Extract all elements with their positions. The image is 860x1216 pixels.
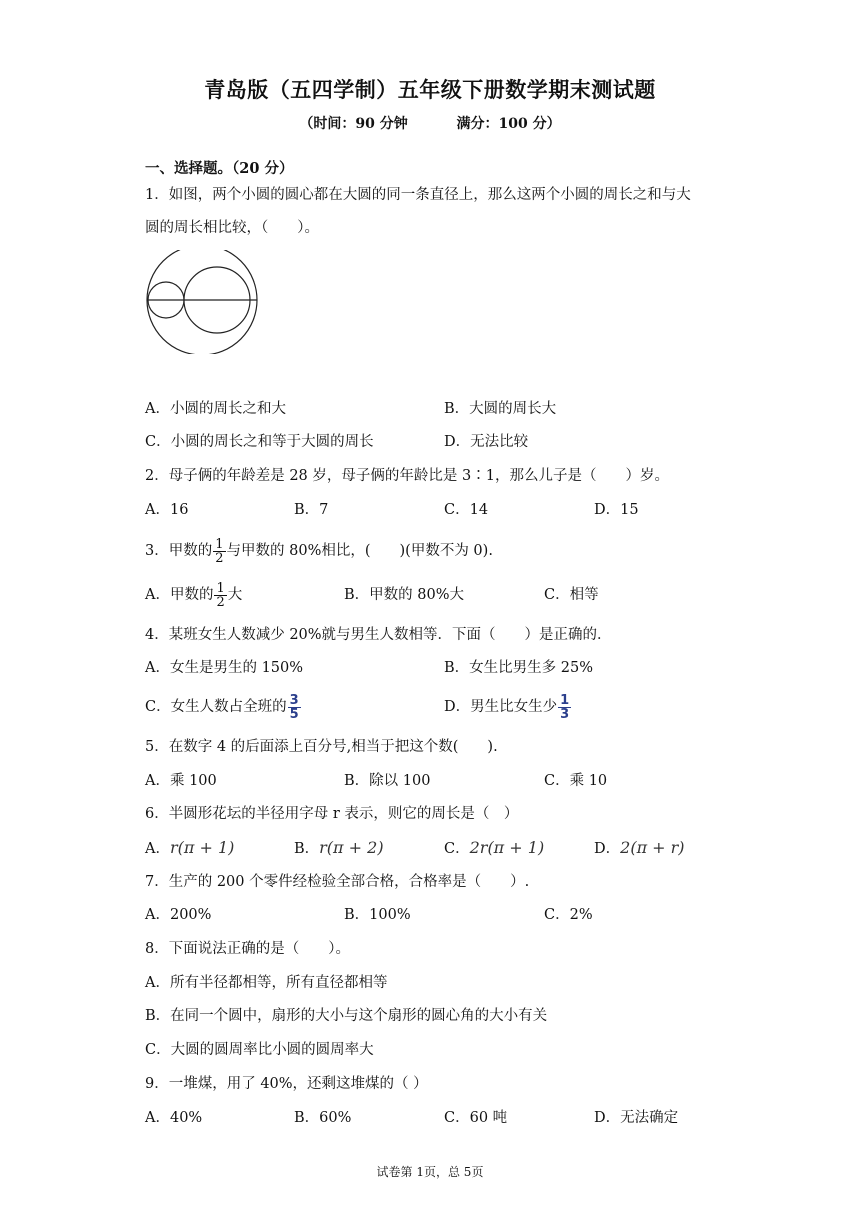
question-4-option-b[interactable]: B．女生比男生多 25% (444, 660, 593, 676)
question-6-option-a[interactable]: A．r(π + 1) (145, 838, 235, 857)
question-2-option-d[interactable]: D．15 (594, 502, 639, 518)
question-9-option-a[interactable]: A．40% (145, 1110, 203, 1126)
question-1-option-c[interactable]: C．小圆的周长之和等于大圆的周长 (145, 434, 374, 450)
question-9-text: 9．一堆煤，用了 40%，还剩这堆煤的（ ） (145, 1076, 428, 1092)
question-3-post: 与甲数的 80%相比，( )(甲数不为 0). (226, 543, 493, 559)
fraction-one-half: $\frac{1}{2}$ (215, 536, 224, 566)
circles-figure (144, 250, 264, 354)
fraction-one-half: $\frac{1}{2}$ (216, 580, 225, 610)
fraction-one-third: $\frac{1}{3}$ (560, 692, 570, 722)
question-7-option-a[interactable]: A．200% (145, 907, 212, 923)
question-4-option-d[interactable]: D．男生比女生少 $\frac{1}{3}$ (444, 692, 570, 722)
question-4-option-a[interactable]: A．女生是男生的 150% (145, 660, 304, 676)
fraction-three-fifths: $\frac{3}{5}$ (289, 692, 299, 722)
formula-d: 2(π + r) (620, 838, 685, 857)
question-9-option-b[interactable]: B．60% (294, 1110, 352, 1126)
large-circle (147, 250, 257, 354)
question-9-option-d[interactable]: D．无法确定 (594, 1110, 679, 1126)
page-subtitle: （时间：90 分钟 满分：100 分） (299, 116, 561, 132)
question-3-pre: 3．甲数的 (145, 543, 213, 559)
question-2-option-c[interactable]: C．14 (444, 502, 489, 518)
page-title: 青岛版（五四学制）五年级下册数学期末测试题 (204, 77, 656, 102)
question-4-text: 4．某班女生人数减少 20%就与男生人数相等．下面（ ）是正确的． (145, 627, 612, 643)
question-1-option-b[interactable]: B．大圆的周长大 (444, 401, 557, 417)
question-2-option-b[interactable]: B．7 (294, 502, 329, 518)
question-1-text-line1: 1．如图，两个小圆的圆心都在大圆的同一条直径上，那么这两个小圆的周长之和与大 (145, 187, 691, 203)
question-7-option-c[interactable]: C．2% (544, 907, 593, 923)
question-2-text: 2．母子俩的年龄差是 28 岁，母子俩的年龄比是 3∶1，那么儿子是（ ）岁。 (145, 468, 669, 484)
question-9-option-c[interactable]: C．60 吨 (444, 1110, 508, 1126)
question-7-option-b[interactable]: B．100% (344, 907, 411, 923)
question-5-text: 5．在数字 4 的后面添上百分号,相当于把这个数( ). (145, 739, 498, 755)
question-6-option-b[interactable]: B．r(π + 2) (294, 838, 384, 857)
question-3-option-a[interactable]: A．甲数的 $\frac{1}{2}$ 大 (145, 580, 243, 610)
question-5-option-a[interactable]: A．乘 100 (145, 773, 217, 789)
question-3-text (145, 536, 493, 566)
formula-c: 2r(π + 1) (469, 838, 545, 857)
question-8-option-b[interactable]: B．在同一个圆中，扇形的大小与这个扇形的圆心角的大小有关 (145, 1008, 548, 1024)
question-6-option-c[interactable]: C．2r(π + 1) (444, 838, 545, 857)
question-8-option-a[interactable]: A．所有半径都相等，所有直径都相等 (145, 975, 388, 991)
question-3-option-b[interactable]: B．甲数的 80%大 (344, 587, 464, 603)
question-5-option-b[interactable]: B．除以 100 (344, 773, 431, 789)
question-2-option-a[interactable]: A．16 (145, 502, 189, 518)
section-heading: 一、选择题。（20 分） (145, 160, 294, 177)
formula-b: r(π + 2) (319, 838, 384, 857)
question-6-option-d[interactable]: D．2(π + r) (594, 838, 685, 857)
question-1-text-line2: 圆的周长相比较，（ ）。 (145, 220, 319, 236)
question-6-text: 6．半圆形花坛的半径用字母 r 表示，则它的周长是（ ） (145, 806, 519, 822)
question-8-text: 8．下面说法正确的是（ ）。 (145, 941, 350, 957)
question-7-text: 7．生产的 200 个零件经检验全部合格，合格率是（ ）. (145, 874, 530, 890)
question-1-option-a[interactable]: A．小圆的周长之和大 (145, 401, 286, 417)
question-4-option-c[interactable]: C．女生人数占全班的 $\frac{3}{5}$ (145, 692, 299, 722)
question-8-option-c[interactable]: C．大圆的圆周率比小圆的圆周率大 (145, 1042, 374, 1058)
question-1-option-d[interactable]: D．无法比较 (444, 434, 529, 450)
question-5-option-c[interactable]: C．乘 10 (544, 773, 608, 789)
formula-a: r(π + 1) (169, 838, 235, 857)
page-footer: 试卷第 1页，总 5页 (376, 1165, 484, 1179)
question-3-option-c[interactable]: C．相等 (544, 587, 599, 603)
